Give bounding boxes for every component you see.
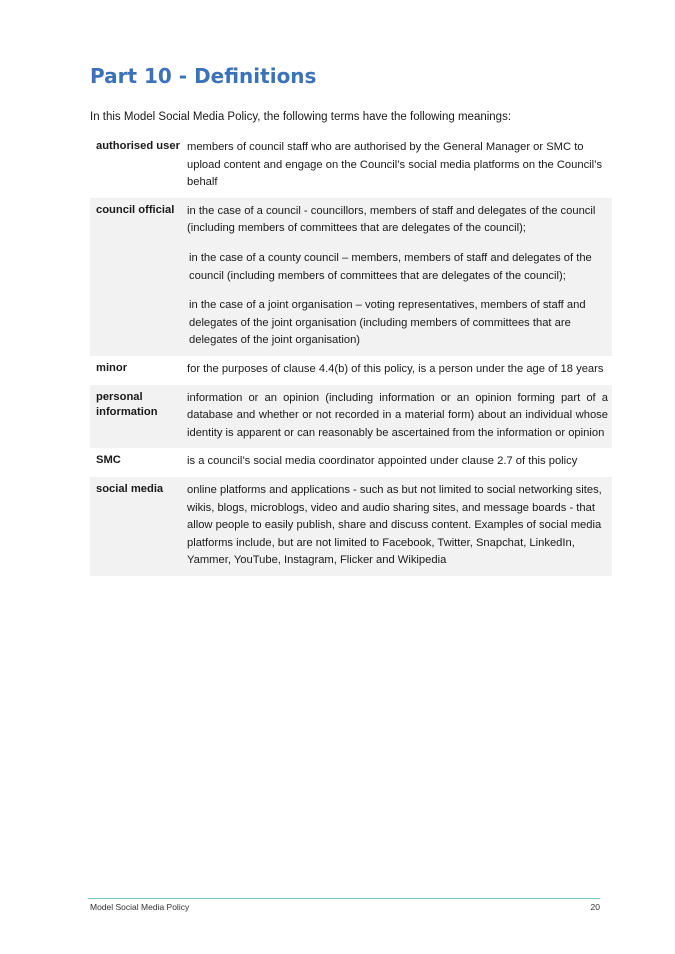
definition-row-minor [90, 356, 612, 385]
meaning-paragraph: online platforms and applications - such as but not limited to social networking sites, wikis, blogs, microblogs, video and audio sharing sites, and message boards - that allow people to easily publish, share and discuss content. Examples of social media platforms include, but are not limited to Facebook, Twitter, Snapchat, LinkedIn, Yammer, YouTube, Instagram, Flicker and Wikipedia [187, 483, 602, 567]
definition-meaning [184, 477, 612, 576]
intro-text: In this Model Social Media Policy, the following terms have the following meanings: [90, 111, 512, 123]
definition-meaning [184, 134, 612, 198]
definition-term: social media [90, 477, 184, 576]
definition-row-authorised-user [90, 134, 612, 198]
definition-term: personal information [90, 385, 184, 449]
definition-row-personal-information [90, 385, 612, 449]
definitions-table [90, 134, 612, 576]
footer-page-number: 20 [590, 902, 600, 912]
definition-term: authorised user [96, 140, 180, 152]
meaning-paragraph: members of council staff who are authorised by the General Manager or SMC to upload content and engage on the Council’s social media platforms on the Council’s behalf [187, 141, 603, 189]
meaning-paragraph: in the case of a council - councillors, members of staff and delegates of the council (including members of committees that are delegates of the council); [187, 204, 596, 235]
meaning-paragraph: information or an opinion (including information or an opinion forming part of a database and whether or not recorded in a material form) about an individual whose identity is apparent or can reasonably be ascertained from the information or opinion [187, 391, 608, 439]
footer-document-name: Model Social Media Policy [90, 902, 190, 912]
definition-term: SMC [96, 454, 121, 467]
definition-row-council-official [90, 198, 612, 356]
definition-meaning [184, 448, 612, 477]
meaning-paragraph: is a council’s social media coordinator appointed under clause 2.7 of this policy [187, 455, 578, 468]
definition-meaning [184, 385, 612, 449]
meaning-paragraph: in the case of a county council – members, members of staff and delegates of the council (including members of committees that are delegates of the council); [189, 251, 592, 282]
meaning-paragraph: for the purposes of clause 4.4(b) of this policy, is a person under the age of 18 years [187, 362, 604, 375]
definition-row-social-media [90, 477, 612, 576]
definition-row-smc [90, 448, 612, 477]
meaning-paragraph: in the case of a joint organisation – voting representatives, members of staff and delegates of the joint organisation (including members of committees that are delegates of the joint organisation) [189, 299, 586, 347]
definition-term: council official [90, 198, 184, 356]
definition-meaning [184, 356, 612, 385]
definition-term: minor [96, 361, 128, 374]
definition-meaning [184, 198, 612, 356]
footer-divider [88, 898, 600, 899]
page-title: Part 10 - Definitions [90, 64, 317, 88]
